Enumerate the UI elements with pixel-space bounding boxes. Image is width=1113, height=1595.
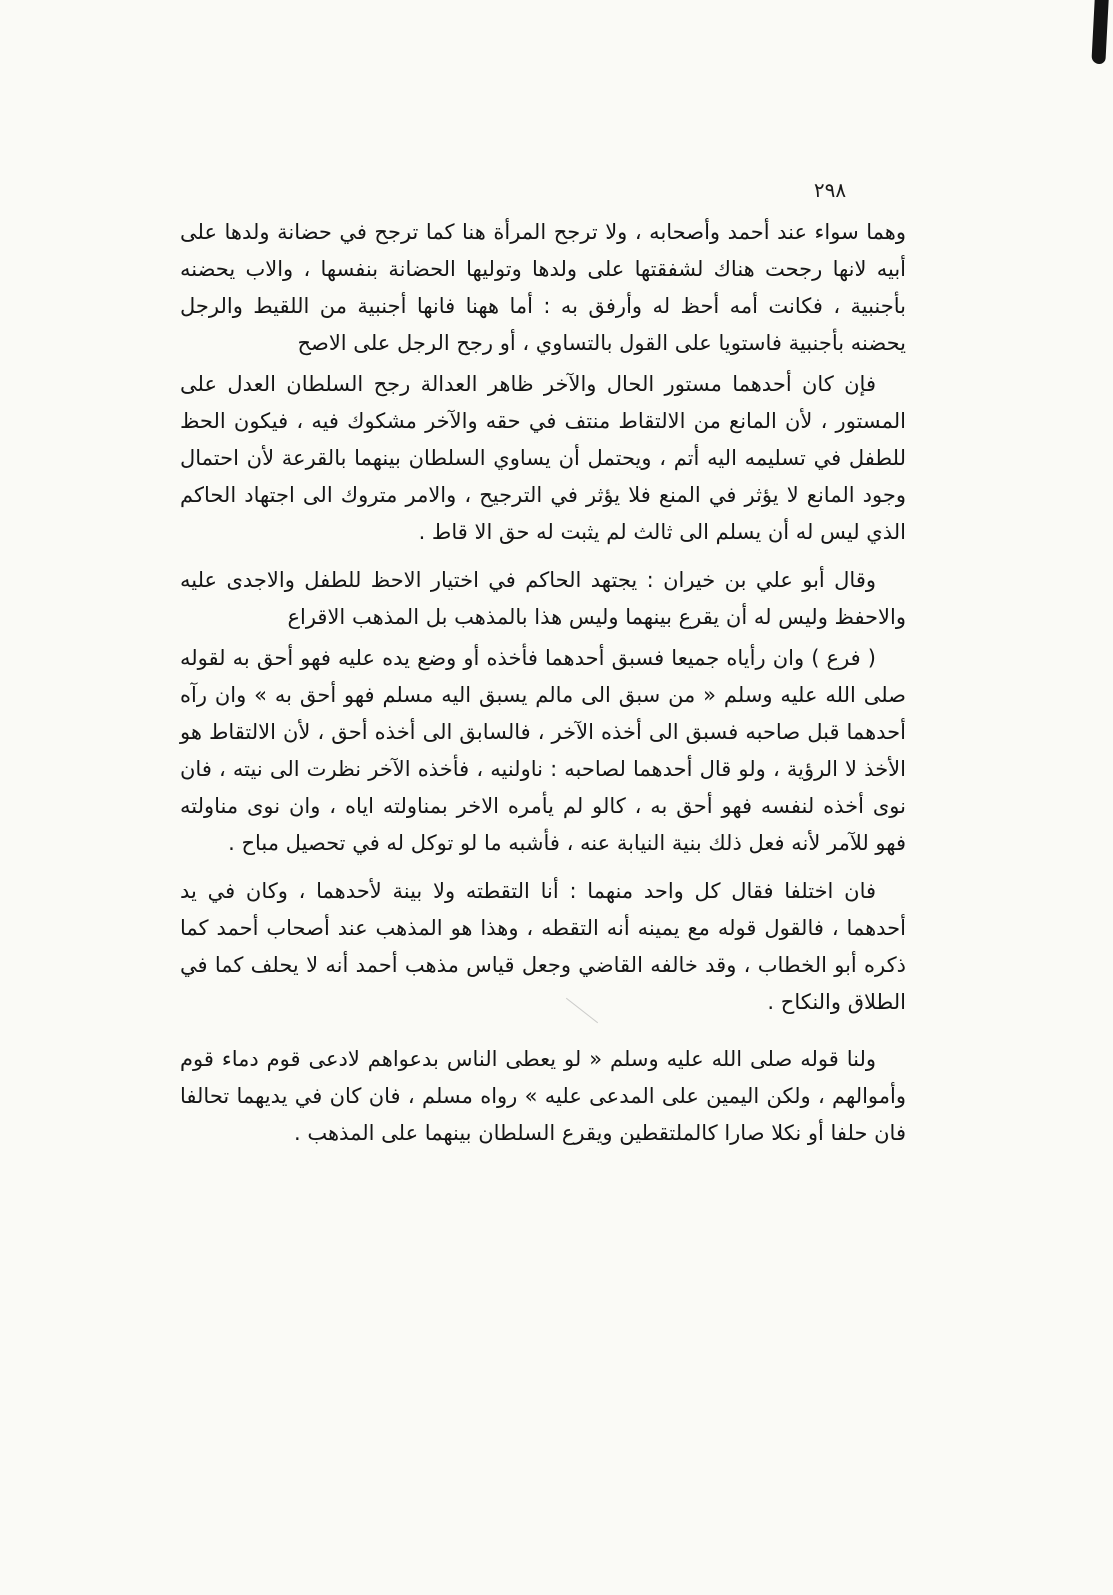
paragraph-4: ( فرع ) وان رأياه جميعا فسبق أحدهما فأخذه أو وضع يده عليه فهو أحق به لقوله صلى الله عليه وسلم « من سبق الى مالم يسبق اليه مسلم فهو أحق به » وان رآه أحدهما قبل صاحبه فسبق الى أخذه الآخر ، فالسابق الى أخذه أحق ، لأن الالتقاط هو الأخذ لا الرؤية ، ولو قال أحدهما لصاحبه : ناولنيه ، فأخذه الآخر نظرت الى نيته ، فان نوى أخذه لنفسه فهو أحق به ، كالو لم يأمره الاخر بمناولته اياه ، وان نوى مناولته فهو للآمر لأنه فعل ذلك بنية النيابة عنه ، فأشبه ما لو توكل له في تحصيل مباح . [180, 646, 906, 855]
paragraph-2: فإن كان أحدهما مستور الحال والآخر ظاهر العدالة رجح السلطان العدل على المستور ، لأن المانع من الالتقاط منتف في حقه والآخر مشكوك فيه ، فيكون الحظ للطفل في تسليمه اليه أتم ، ويحتمل أن يساوي السلطان بينهما بالقرعة لأن احتمال وجود المانع لا يؤثر في المنع فلا يؤثر في الترجيح ، والامر متروك الى اجتهاد الحاكم الذي ليس له أن يسلم الى ثالث لم يثبت له حق الا قاط . [180, 372, 906, 544]
page-number: ٢٩٨ [813, 178, 847, 202]
paragraph-5: فان اختلفا فقال كل واحد منهما : أنا التقطته ولا بينة لأحدهما ، وكان في يد أحدهما ، فالقول قوله مع يمينه أنه التقطه ، وهذا هو المذهب عند أصحاب أحمد كما ذكره أبو الخطاب ، وقد خالفه القاضي وجعل قياس مذهب أحمد أنه لا يحلف كما في الطلاق والنكاح . [180, 879, 906, 1014]
paragraph-6: ولنا قوله صلى الله عليه وسلم « لو يعطى الناس بدعواهم لادعى قوم دماء قوم وأموالهم ، ولكن اليمين على المدعى عليه » رواه مسلم ، فان كان في يديهما تحالفا فان حلفا أو نكلا صارا كالملتقطين ويقرع السلطان بينهما على المذهب . [180, 1047, 906, 1145]
paragraph-1: وهما سواء عند أحمد وأصحابه ، ولا ترجح المرأة هنا كما ترجح في حضانة ولدها على أبيه لانها رجحت هناك لشفقتها على ولدها وتوليها الحضانة بنفسها ، والاب يحضنه بأجنبية ، فكانت أمه أحظ له وأرفق به : أما ههنا فانها أجنبية من اللقيط والرجل يحضنه بأجنبية فاستويا على القول بالتساوي ، أو رجح الرجل على الاصح [180, 220, 906, 355]
binding-edge-mark [1091, 0, 1108, 64]
body-text [180, 214, 906, 1152]
paragraph-3: وقال أبو علي بن خيران : يجتهد الحاكم في اختيار الاحظ للطفل والاجدى عليه والاحفظ وليس له أن يقرع بينهما وليس هذا بالمذهب بل المذهب الاقراع [180, 568, 906, 629]
